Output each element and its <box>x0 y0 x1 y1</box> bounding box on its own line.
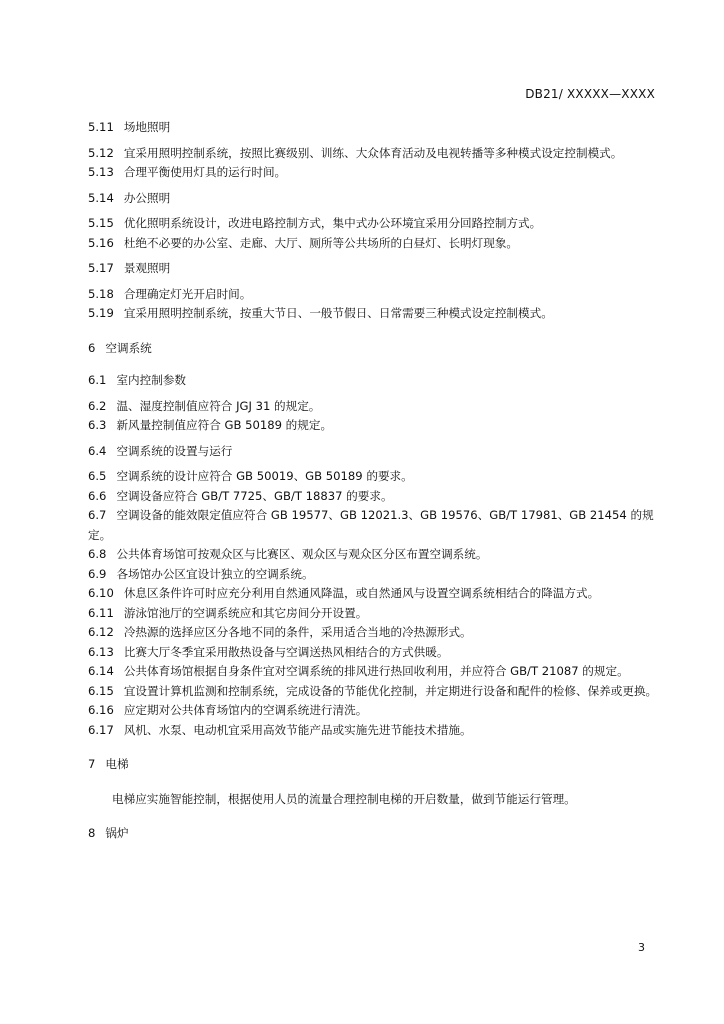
clause-number: 6.6 <box>88 488 107 503</box>
clause-text: 优化照明系统设计，改进电路控制方式，集中式办公环境宜采用分回路控制方式。 <box>123 216 542 230</box>
clause-text: 游泳馆池厅的空调系统应和其它房间分开设置。 <box>123 605 368 620</box>
clause-6-7 <box>88 506 662 545</box>
clause-text: 场地照明 <box>123 120 171 134</box>
section-number: 8 <box>88 826 96 840</box>
clause-number: 6.1 <box>88 373 107 387</box>
section-8-heading <box>88 824 662 844</box>
clause-6-15 <box>88 682 662 702</box>
clause-text: 休息区条件许可时应充分利用自然通风降温，或自然通风与设置空调系统相结合的降温方式。 <box>123 586 600 600</box>
clause-6-12 <box>88 623 662 643</box>
clause-6-6 <box>88 487 662 507</box>
clause-text: 冷热源的选择应区分各地不同的条件，采用适合当地的冷热源形式。 <box>123 625 472 639</box>
clause-text: 公共体育场馆可按观众区与比赛区、观众区与观众区分区布置空调系统。 <box>116 547 488 561</box>
clause-number: 5.14 <box>88 190 114 205</box>
clause-text: 宜采用照明控制系统，按照比赛级别、训练、大众体育活动及电视转播等多种模式设定控制模式。 <box>123 145 623 160</box>
section-7-body: 电梯应实施智能控制，根据使用人员的流量合理控制电梯的开启数量，做到节能运行管理。 <box>112 791 576 806</box>
clause-number: 6.15 <box>88 683 114 698</box>
clause-6-16 <box>88 701 662 721</box>
clause-6-13 <box>88 643 662 663</box>
clause-6-14 <box>88 662 662 682</box>
clause-6-1 <box>88 371 662 391</box>
clause-text: 应定期对公共体育场馆内的空调系统进行清洗。 <box>123 703 368 717</box>
clause-number: 6.9 <box>88 566 107 581</box>
document-code: DB21/ XXXXX—XXXX <box>525 87 655 101</box>
clause-number: 6.8 <box>88 547 107 561</box>
clause-number: 6.2 <box>88 398 107 413</box>
clause-text: 杜绝不必要的办公室、走廊、大厅、厕所等公共场所的白昼灯、长明灯现象。 <box>123 235 519 250</box>
section-number: 7 <box>88 757 96 771</box>
clause-number: 6.3 <box>88 418 107 432</box>
section-title: 电梯 <box>105 757 129 771</box>
clause-text: 室内控制参数 <box>116 373 187 387</box>
clause-number: 6.14 <box>88 664 114 678</box>
clause-number: 6.11 <box>88 605 114 620</box>
clause-number: 6.12 <box>88 625 114 639</box>
clause-6-3 <box>88 416 662 436</box>
clause-text: 空调设备的能效限定值应符合 GB 19577、GB 12021.3、GB 19576、GB/T 17981、GB 21454 的规定。 <box>88 508 654 542</box>
clause-6-9 <box>88 565 662 585</box>
clause-6-2 <box>88 397 662 417</box>
clause-number: 5.13 <box>88 165 114 179</box>
clause-text: 空调系统的设置与运行 <box>116 443 233 458</box>
clause-number: 5.19 <box>88 306 114 320</box>
clause-number: 6.10 <box>88 586 114 600</box>
section-title: 锅炉 <box>105 826 129 840</box>
clause-text: 空调设备应符合 GB/T 7725、GB/T 18837 的要求。 <box>116 488 393 503</box>
clause-5-11 <box>88 118 662 138</box>
clause-number: 6.16 <box>88 703 114 717</box>
clause-number: 5.11 <box>88 120 114 134</box>
section-6-heading <box>88 339 662 359</box>
clause-number: 5.18 <box>88 286 114 301</box>
clause-number: 6.4 <box>88 443 107 458</box>
clause-text: 景观照明 <box>123 261 171 275</box>
clause-6-11 <box>88 604 662 624</box>
clause-number: 5.16 <box>88 235 114 250</box>
clause-number: 6.13 <box>88 644 114 659</box>
clause-5-14 <box>88 189 662 209</box>
clause-5-16 <box>88 234 662 254</box>
clause-text: 比赛大厅冬季宜采用散热设备与空调送热风相结合的方式供暖。 <box>123 644 449 659</box>
section-7-heading <box>88 755 662 775</box>
clause-5-13 <box>88 163 662 183</box>
clause-5-18 <box>88 285 662 305</box>
clause-5-19 <box>88 304 662 324</box>
clause-text: 公共体育场馆根据自身条件宜对空调系统的排风进行热回收利用，并应符合 GB/T 21087 的规定。 <box>123 664 629 678</box>
section-number: 6 <box>88 340 96 355</box>
clause-text: 新风量控制值应符合 GB 50189 的规定。 <box>116 418 333 432</box>
clause-number: 5.17 <box>88 261 114 275</box>
clause-6-17 <box>88 721 662 741</box>
clause-text: 合理平衡使用灯具的运行时间。 <box>123 165 287 179</box>
clause-6-8 <box>88 545 662 565</box>
clause-text: 各场馆办公区宜设计独立的空调系统。 <box>116 566 314 581</box>
clause-number: 6.7 <box>88 508 107 522</box>
clause-text: 空调系统的设计应符合 GB 50019、GB 50189 的要求。 <box>116 469 413 483</box>
clause-text: 办公照明 <box>123 190 171 205</box>
clause-number: 6.5 <box>88 469 107 483</box>
clause-number: 6.17 <box>88 722 114 737</box>
clause-text: 合理确定灯光开启时间。 <box>123 286 252 301</box>
clause-text: 宜采用照明控制系统，按重大节日、一般节假日、日常需要三种模式设定控制模式。 <box>123 306 553 320</box>
clause-text: 温、湿度控制值应符合 JGJ 31 的规定。 <box>116 398 321 413</box>
clause-text: 风机、水泵、电动机宜采用高效节能产品或实施先进节能技术措施。 <box>123 722 472 737</box>
page-number: 3 <box>638 941 645 954</box>
clause-number: 5.15 <box>88 216 114 230</box>
clause-6-10 <box>88 584 662 604</box>
clause-6-5 <box>88 467 662 487</box>
clause-5-12 <box>88 144 662 164</box>
clause-5-15 <box>88 214 662 234</box>
section-title: 空调系统 <box>105 340 152 355</box>
clause-6-4 <box>88 442 662 462</box>
document-body <box>88 118 662 844</box>
clause-5-17 <box>88 259 662 279</box>
clause-text: 宜设置计算机监测和控制系统，完成设备的节能优化控制，并定期进行设备和配件的检修、保养或更换。 <box>123 683 658 698</box>
clause-number: 5.12 <box>88 145 114 160</box>
